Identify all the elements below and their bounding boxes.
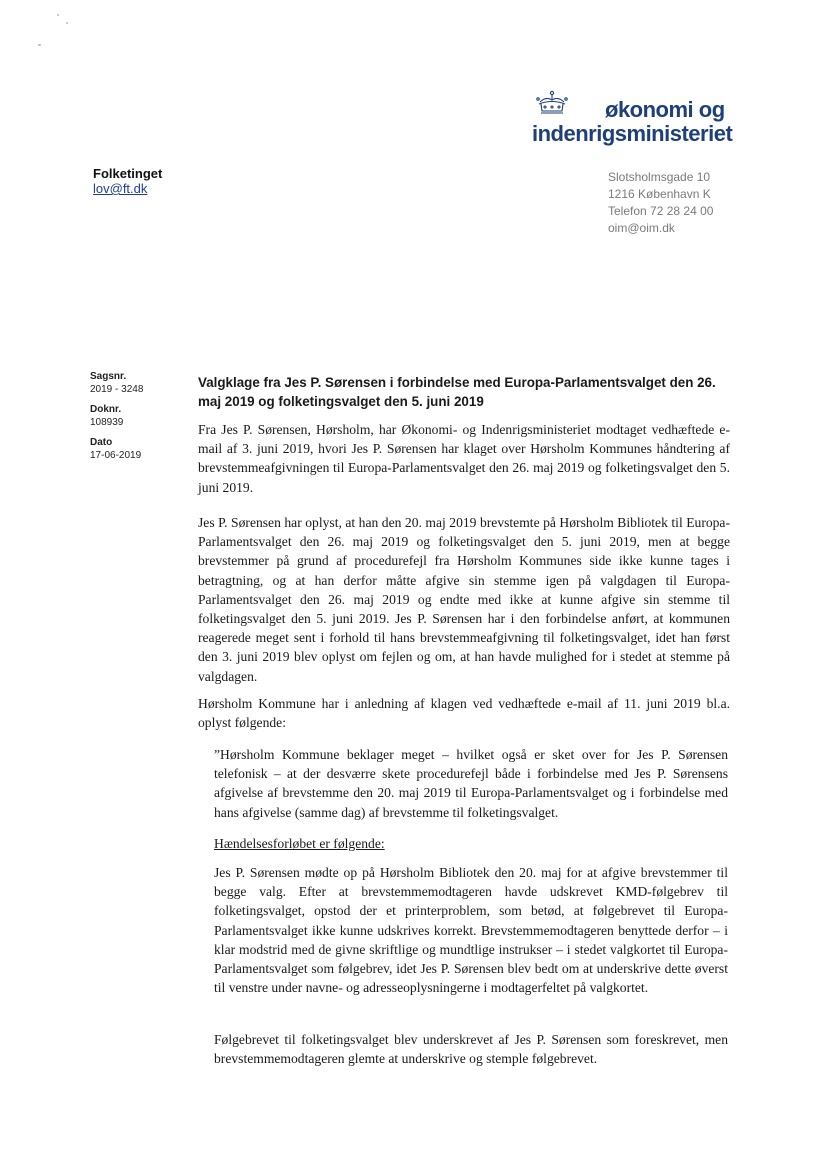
- date-value: 17-06-2019: [90, 450, 142, 461]
- body-paragraph: Jes P. Sørensen har oplyst, at han den 20. maj 2019 brevstemte på Hørsholm Bibliotek til Europa-Parlamentsvalget den 26. maj 2019 og folketingsvalget den 5. juni 2019, men at begge brevstemmer på grund af procedurefejl fra Hørsholm Kommunes side ikke kunne tages i betragtning, og at han derfor måtte afgive sin stemme igen på valgdagen til Europa-Parlamentsvalget den 26. maj 2019 og endte med ikke at kunne afgive sin stemme til folketingsvalget den 5. juni 2019. Jes P. Sørensen har i den forbindelse anført, at kommunen reagerede meget sent i forhold til hans brevstemmeafgivning til folketingsvalget, idet han først den 3. juni 2019 blev oplyst om fejlen og om, at han havde mulighed for i stedet at stemme på valgdagen.: [198, 515, 730, 684]
- scan-speck: [38, 44, 41, 46]
- recipient-email-link[interactable]: lov@ft.dk: [93, 181, 148, 196]
- quoted-paragraph: ”Hørsholm Kommune beklager meget – hvilket også er sket over for Jes P. Sørensen telefonisk – at der desværre skete procedurefejl både i forbindelse med Jes P. Sørensens afgivelse af brevstemme den 20. maj 2019 til Europa-Parlamentsvalget og i forbindelse med hans afgivelse (samme dag) af brevstemme til folketingsvalget.: [214, 747, 728, 820]
- logo-text-line2: indenrigsministeriet: [532, 121, 733, 146]
- body-paragraph: Hørsholm Kommune har i anledning af klagen ved vedhæftede e-mail af 11. juni 2019 bl.a. oplyst følgende:: [198, 696, 730, 731]
- address-city: 1216 København K: [608, 187, 711, 201]
- ministry-logo: [530, 88, 740, 148]
- scan-speck: [57, 14, 59, 16]
- recipient-name: Folketinget: [93, 166, 163, 181]
- quoted-subheading: Hændelsesforløbet er følgende:: [214, 836, 385, 851]
- address-street: Slotsholmsgade 10: [608, 170, 711, 184]
- address-phone: Telefon 72 28 24 00: [608, 204, 714, 218]
- date-label: Dato: [90, 437, 113, 448]
- body-paragraph: Fra Jes P. Sørensen, Hørsholm, har Økonomi- og Indenrigsministeriet modtaget vedhæftede e-mail af 3. juni 2019, hvori Jes P. Sørensen har klaget over Hørsholm Kommunes håndtering af brevstemmeafgivningen til Europa-Parlamentsvalget den 26. maj 2019 og folketingsvalget den 5. juni 2019.: [198, 422, 730, 495]
- document-meta: [90, 370, 143, 469]
- sender-address: [608, 169, 713, 237]
- scan-speck: [66, 22, 68, 24]
- document-number-value: 108939: [90, 417, 124, 428]
- document-number-label: Doknr.: [90, 404, 122, 415]
- letter-subject: Valgklage fra Jes P. Sørensen i forbindelse med Europa-Parlamentsvalget den 26. maj 2019 og folketingsvalget den 5. juni 2019: [198, 375, 716, 409]
- case-number-label: Sagsnr.: [90, 371, 127, 382]
- quoted-paragraph: Jes P. Sørensen mødte op på Hørsholm Bibliotek den 20. maj for at afgive brevstemmer til begge valg. Efter at brevstemmemodtageren havde udskrevet KMD-følgebrev til folketingsvalget, opstod der et printerproblem, som betød, at følgebrevet til Europa-Parlamentsvalget ikke kunne udskrives korrekt. Brevstemmemodtageren benyttede derfor – i klar modstrid med de givne skriftlige og mundtlige instrukser – i stedet valgkortet til Europa-Parlamentsvalget som følgebrev, idet Jes P. Sørensen blev bedt om at underskrive dette øverst til venstre under navne- og adresseoplysningerne i modtagerfeltet på valgkortet.: [214, 865, 728, 996]
- logo-text-line1: økonomi og: [605, 97, 725, 122]
- recipient-block: [93, 166, 162, 196]
- case-number-value: 2019 - 3248: [90, 384, 144, 395]
- address-email: oim@oim.dk: [608, 221, 675, 235]
- crown-icon: [534, 90, 570, 116]
- quoted-paragraph: Følgebrevet til folketingsvalget blev underskrevet af Jes P. Sørensen som foreskrevet, men brevstemmemodtageren glemte at underskrive og stemple følgebrevet.: [214, 1032, 728, 1067]
